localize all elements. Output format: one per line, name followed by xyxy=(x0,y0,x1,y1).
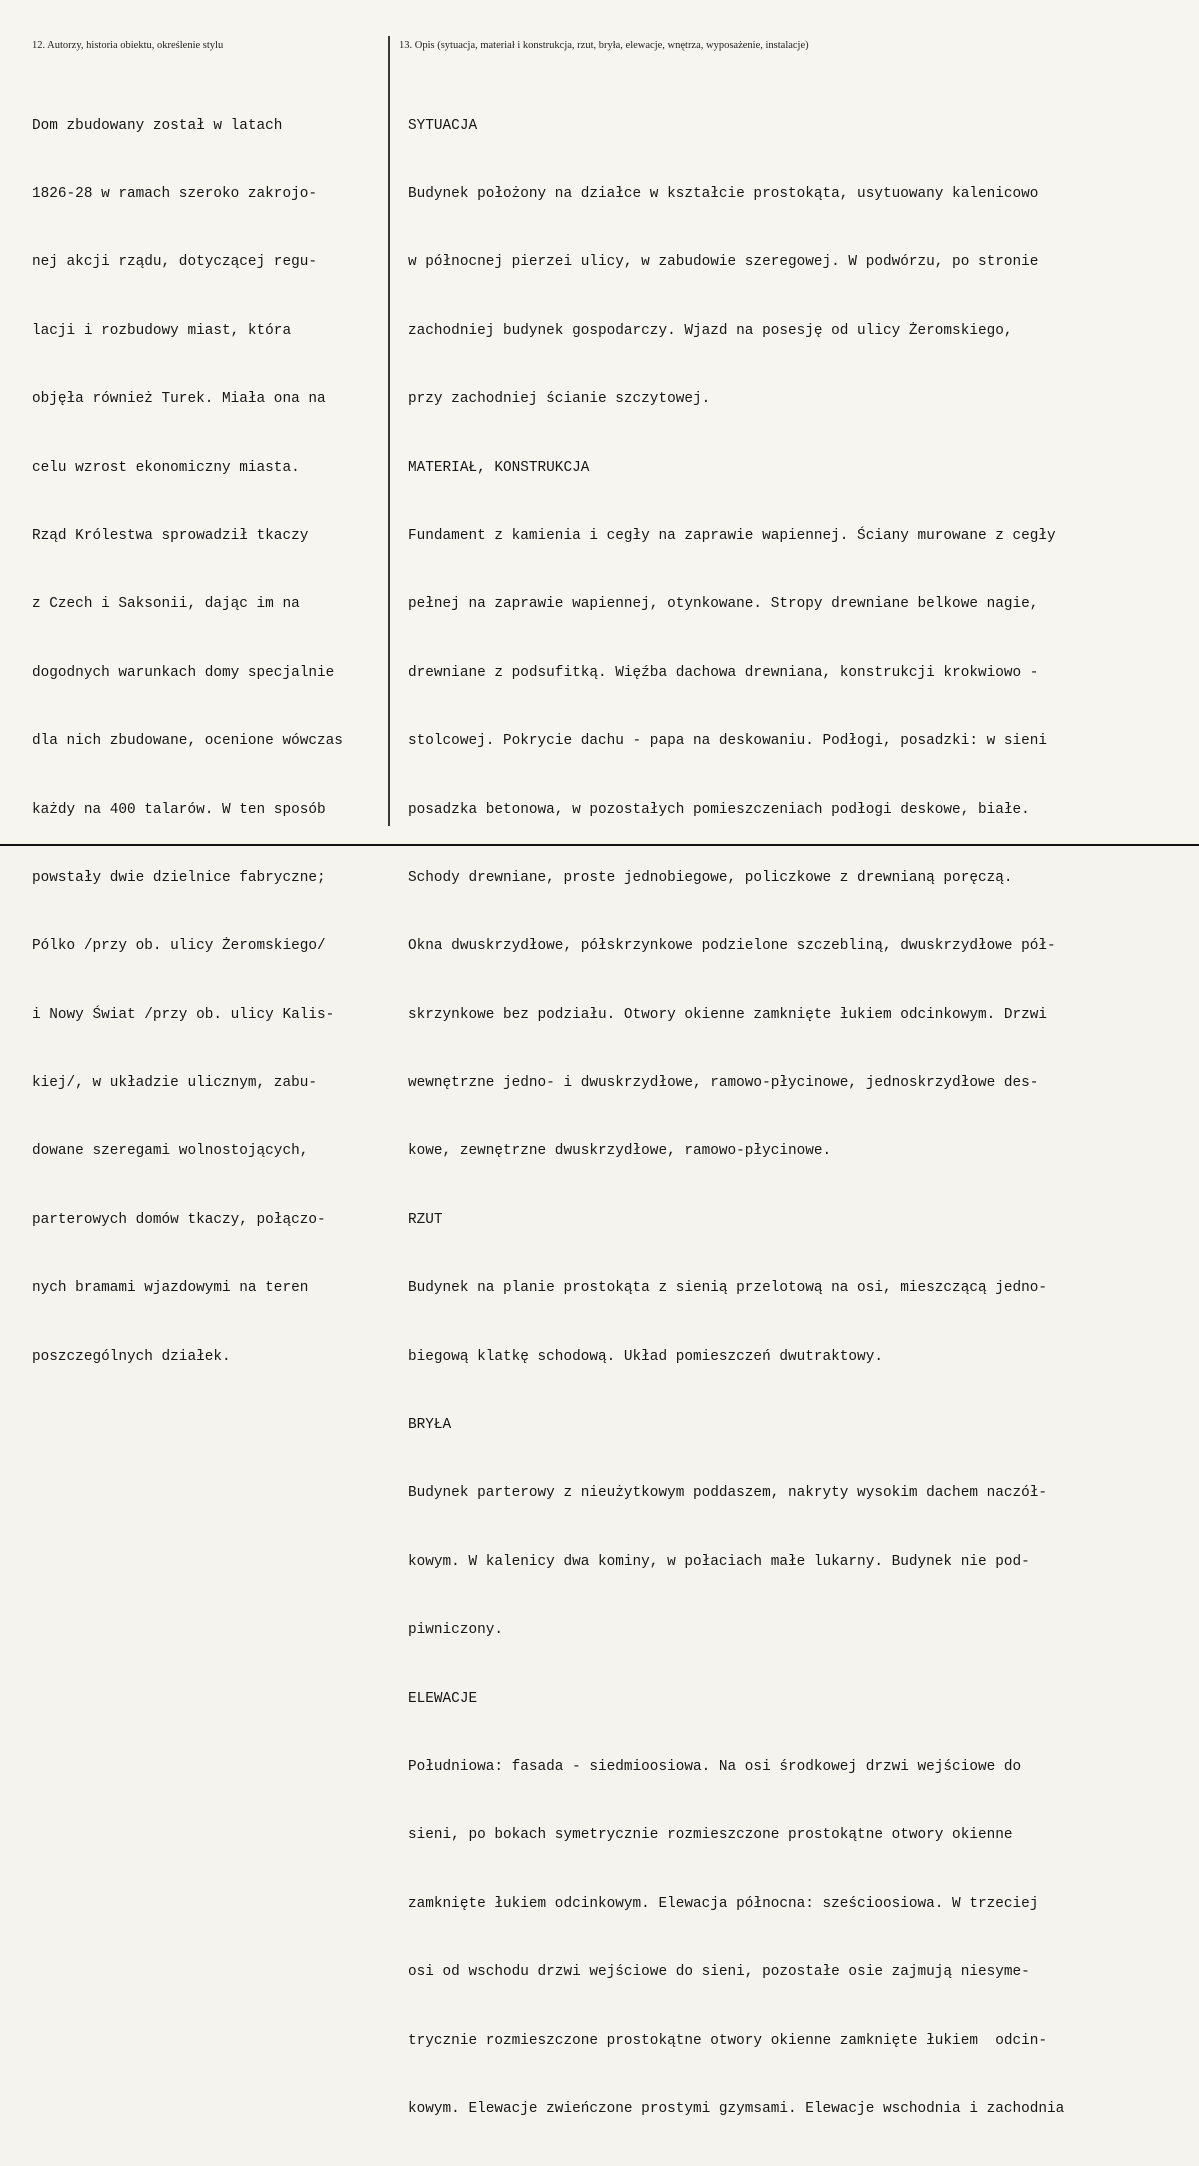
history-header: 12. Autorzy, historia obiektu, określenie stylu xyxy=(32,40,224,51)
text-line: celu wzrost ekonomiczny miasta. xyxy=(32,459,300,476)
text-line: Pólko /przy ob. ulicy Żeromskiego/ xyxy=(32,938,326,955)
text-line: pełnej na zaprawie wapiennej, otynkowane. Stropy drewniane belkowe nagie, xyxy=(408,596,1039,613)
text-line: Dom zbudowany został w latach xyxy=(32,117,283,134)
text-line: sieni, po bokach symetrycznie rozmieszczone prostokątne otwory okienne xyxy=(408,1827,1013,1844)
text-line: przy zachodniej ścianie szczytowej. xyxy=(408,391,711,408)
text-line: Rząd Królestwa sprowadził tkaczy xyxy=(32,527,309,544)
column-divider xyxy=(388,36,390,826)
text-line: dogodnych warunkach domy specjalnie xyxy=(32,664,335,681)
section-heading: SYTUACJA xyxy=(408,117,478,134)
text-line: kiej/, w układzie ulicznym, zabu- xyxy=(32,1075,317,1092)
history-text xyxy=(32,69,384,1414)
text-line: osi od wschodu drzwi wejściowe do sieni, pozostałe osie zajmują niesyme- xyxy=(408,1964,1030,1981)
text-line: posadzka betonowa, w pozostałych pomieszczeniach podłogi deskowe, białe. xyxy=(408,801,1030,818)
text-line: Fundament z kamienia i cegły na zaprawie wapiennej. Ściany murowane z cegły xyxy=(408,527,1056,544)
text-line: Budynek położony na działce w kształcie prostokąta, usytuowany kalenicowo xyxy=(408,185,1039,202)
text-line: drewniane z podsufitką. Więźba dachowa drewniana, konstrukcji krokwiowo - xyxy=(408,664,1039,681)
page-bottom-edge xyxy=(0,844,1199,846)
text-line: w północnej pierzei ulicy, w zabudowie szeregowej. W podwórzu, po stronie xyxy=(408,254,1039,271)
text-line: kowym. W kalenicy dwa kominy, w połaciach małe lukarny. Budynek nie pod- xyxy=(408,1553,1030,1570)
text-line: biegową klatkę schodową. Układ pomieszczeń dwutraktowy. xyxy=(408,1348,883,1365)
history-column xyxy=(32,40,384,1414)
text-line: 1826-28 w ramach szeroko zakrojo- xyxy=(32,185,317,202)
text-line: Okna dwuskrzydłowe, półskrzynkowe podzielone szczebliną, dwuskrzydłowe pół- xyxy=(408,938,1056,955)
text-line: skrzynkowe bez podziału. Otwory okienne zamknięte łukiem odcinkowym. Drzwi xyxy=(408,1006,1048,1023)
text-line: z Czech i Saksonii, dając im na xyxy=(32,596,300,613)
text-line: Południowa: fasada - siedmioosiowa. Na osi środkowej drzwi wejściowe do xyxy=(408,1758,1022,1775)
text-line: nych bramami wjazdowymi na teren xyxy=(32,1280,309,1297)
text-line: parterowych domów tkaczy, połączo- xyxy=(32,1211,326,1228)
section-heading: ELEWACJE xyxy=(408,1690,478,1707)
section-heading: MATERIAŁ, KONSTRUKCJA xyxy=(408,459,590,476)
text-line: zachodniej budynek gospodarczy. Wjazd na posesję od ulicy Żeromskiego, xyxy=(408,322,1013,339)
text-line: stolcowej. Pokrycie dachu - papa na deskowaniu. Podłogi, posadzki: w sieni xyxy=(408,733,1048,750)
text-line: dla nich zbudowane, ocenione wówczas xyxy=(32,733,343,750)
text-line: Budynek parterowy z nieużytkowym poddaszem, nakryty wysokim dachem naczół- xyxy=(408,1485,1048,1502)
text-line: każdy na 400 talarów. W ten sposób xyxy=(32,801,326,818)
text-line: powstały dwie dzielnice fabryczne; xyxy=(32,869,326,886)
text-line: kowe, zewnętrzne dwuskrzydłowe, ramowo-płycinowe. xyxy=(408,1143,832,1160)
section-heading: RZUT xyxy=(408,1211,443,1228)
text-line: kowym. Elewacje zwieńczone prostymi gzymsami. Elewacje wschodnia i zachodnia xyxy=(408,2100,1065,2117)
text-line: nej akcji rządu, dotyczącej regu- xyxy=(32,254,317,271)
description-text xyxy=(399,69,1189,2166)
description-column xyxy=(399,40,1189,2166)
text-line: Budynek na planie prostokąta z sienią przelotową na osi, mieszczącą jedno- xyxy=(408,1280,1048,1297)
text-line: Schody drewniane, proste jednobiegowe, policzkowe z drewnianą poręczą. xyxy=(408,869,1013,886)
text-line: dowane szeregami wolnostojących, xyxy=(32,1143,309,1160)
text-line: piwniczony. xyxy=(408,1622,503,1639)
text-line: lacji i rozbudowy miast, która xyxy=(32,322,292,339)
description-header: 13. Opis (sytuacja, materiał i konstrukcja, rzut, bryła, elewacje, wnętrza, wyposażenie, instalacje) xyxy=(399,40,809,51)
text-line: i Nowy Świat /przy ob. ulicy Kalis- xyxy=(32,1006,335,1023)
text-line: objęła również Turek. Miała ona na xyxy=(32,391,326,408)
text-line: trycznie rozmieszczone prostokątne otwory okienne zamknięte łukiem odcin- xyxy=(408,2032,1048,2049)
text-line: wewnętrzne jedno- i dwuskrzydłowe, ramowo-płycinowe, jednoskrzydłowe des- xyxy=(408,1075,1039,1092)
section-heading: BRYŁA xyxy=(408,1417,452,1434)
text-line: poszczególnych działek. xyxy=(32,1348,231,1365)
text-line: zamknięte łukiem odcinkowym. Elewacja północna: sześcioosiowa. W trzeciej xyxy=(408,1895,1039,1912)
